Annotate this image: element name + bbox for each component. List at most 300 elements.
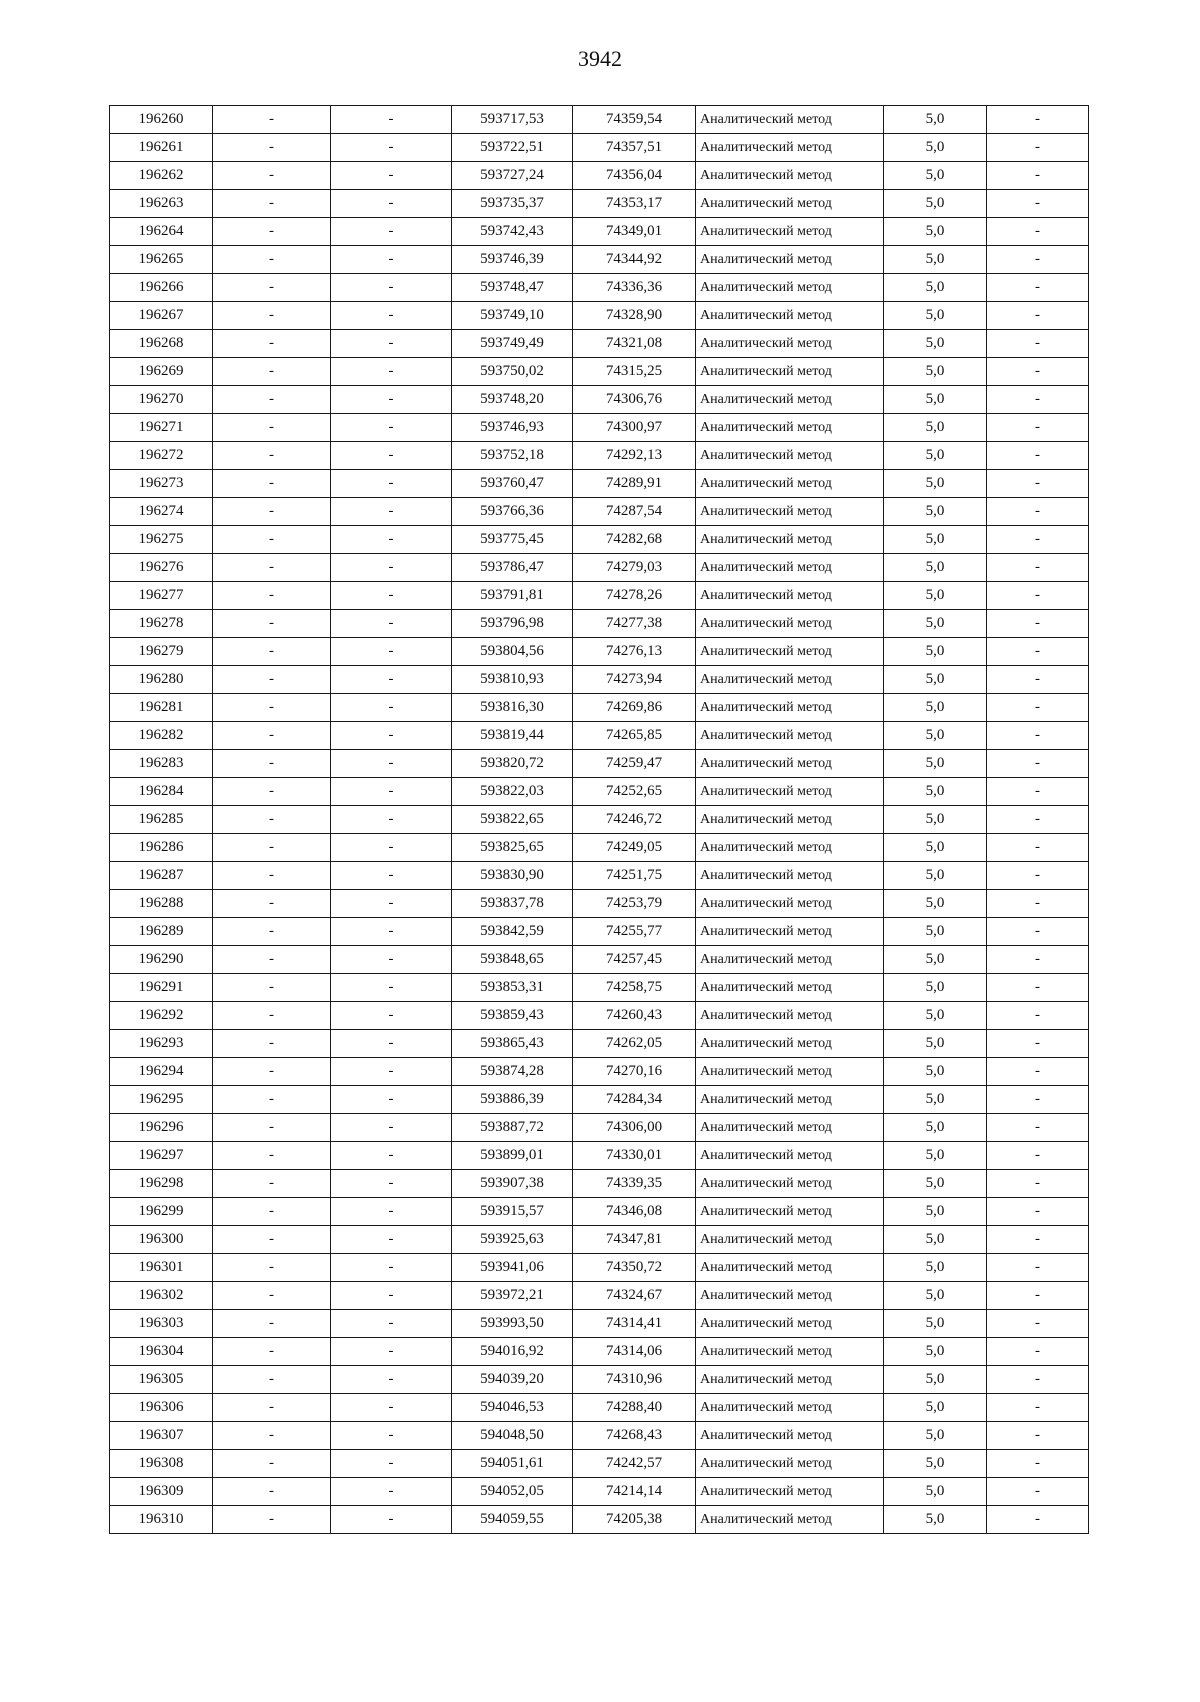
y-coordinate-cell: 74255,77 xyxy=(573,918,696,946)
y-coordinate-cell: 74260,43 xyxy=(573,1002,696,1030)
table-row xyxy=(110,246,1089,274)
accuracy-cell: 5,0 xyxy=(884,862,987,890)
method-cell: Аналитический метод xyxy=(696,918,884,946)
x-coordinate-cell: 593887,72 xyxy=(452,1114,573,1142)
method-cell: Аналитический метод xyxy=(696,414,884,442)
dash-cell-2: - xyxy=(331,974,452,1002)
table-row xyxy=(110,162,1089,190)
y-coordinate-cell: 74265,85 xyxy=(573,722,696,750)
method-cell: Аналитический метод xyxy=(696,190,884,218)
dash-cell-1: - xyxy=(213,358,331,386)
dash-cell-1: - xyxy=(213,1282,331,1310)
x-coordinate-cell: 593748,20 xyxy=(452,386,573,414)
point-number-cell: 196274 xyxy=(110,498,213,526)
dash-cell-2: - xyxy=(331,554,452,582)
y-coordinate-cell: 74278,26 xyxy=(573,582,696,610)
y-coordinate-cell: 74276,13 xyxy=(573,638,696,666)
table-row xyxy=(110,862,1089,890)
dash-cell-1: - xyxy=(213,918,331,946)
dash-cell-1: - xyxy=(213,582,331,610)
accuracy-cell: 5,0 xyxy=(884,1506,987,1534)
x-coordinate-cell: 593760,47 xyxy=(452,470,573,498)
dash-cell-3: - xyxy=(987,246,1089,274)
dash-cell-1: - xyxy=(213,1170,331,1198)
dash-cell-2: - xyxy=(331,1058,452,1086)
x-coordinate-cell: 593791,81 xyxy=(452,582,573,610)
accuracy-cell: 5,0 xyxy=(884,246,987,274)
point-number-cell: 196299 xyxy=(110,1198,213,1226)
point-number-cell: 196273 xyxy=(110,470,213,498)
dash-cell-1: - xyxy=(213,1422,331,1450)
table-row xyxy=(110,610,1089,638)
x-coordinate-cell: 594052,05 xyxy=(452,1478,573,1506)
table-row xyxy=(110,1394,1089,1422)
dash-cell-2: - xyxy=(331,610,452,638)
accuracy-cell: 5,0 xyxy=(884,554,987,582)
y-coordinate-cell: 74336,36 xyxy=(573,274,696,302)
dash-cell-3: - xyxy=(987,134,1089,162)
point-number-cell: 196261 xyxy=(110,134,213,162)
dash-cell-2: - xyxy=(331,1338,452,1366)
dash-cell-1: - xyxy=(213,218,331,246)
y-coordinate-cell: 74259,47 xyxy=(573,750,696,778)
x-coordinate-cell: 594048,50 xyxy=(452,1422,573,1450)
method-cell: Аналитический метод xyxy=(696,1506,884,1534)
dash-cell-3: - xyxy=(987,1394,1089,1422)
method-cell: Аналитический метод xyxy=(696,1030,884,1058)
y-coordinate-cell: 74344,92 xyxy=(573,246,696,274)
x-coordinate-cell: 593804,56 xyxy=(452,638,573,666)
dash-cell-2: - xyxy=(331,862,452,890)
table-row xyxy=(110,750,1089,778)
x-coordinate-cell: 593874,28 xyxy=(452,1058,573,1086)
dash-cell-1: - xyxy=(213,554,331,582)
x-coordinate-cell: 593786,47 xyxy=(452,554,573,582)
dash-cell-2: - xyxy=(331,442,452,470)
y-coordinate-cell: 74287,54 xyxy=(573,498,696,526)
y-coordinate-cell: 74292,13 xyxy=(573,442,696,470)
dash-cell-2: - xyxy=(331,1114,452,1142)
y-coordinate-cell: 74300,97 xyxy=(573,414,696,442)
dash-cell-1: - xyxy=(213,638,331,666)
method-cell: Аналитический метод xyxy=(696,1450,884,1478)
point-number-cell: 196262 xyxy=(110,162,213,190)
method-cell: Аналитический метод xyxy=(696,106,884,134)
dash-cell-2: - xyxy=(331,1170,452,1198)
x-coordinate-cell: 593925,63 xyxy=(452,1226,573,1254)
x-coordinate-cell: 593886,39 xyxy=(452,1086,573,1114)
accuracy-cell: 5,0 xyxy=(884,806,987,834)
table-row xyxy=(110,722,1089,750)
dash-cell-2: - xyxy=(331,386,452,414)
point-number-cell: 196294 xyxy=(110,1058,213,1086)
y-coordinate-cell: 74310,96 xyxy=(573,1366,696,1394)
method-cell: Аналитический метод xyxy=(696,582,884,610)
point-number-cell: 196265 xyxy=(110,246,213,274)
dash-cell-3: - xyxy=(987,694,1089,722)
accuracy-cell: 5,0 xyxy=(884,218,987,246)
y-coordinate-cell: 74349,01 xyxy=(573,218,696,246)
point-number-cell: 196275 xyxy=(110,526,213,554)
method-cell: Аналитический метод xyxy=(696,330,884,358)
y-coordinate-cell: 74359,54 xyxy=(573,106,696,134)
point-number-cell: 196304 xyxy=(110,1338,213,1366)
dash-cell-1: - xyxy=(213,694,331,722)
x-coordinate-cell: 593750,02 xyxy=(452,358,573,386)
method-cell: Аналитический метод xyxy=(696,722,884,750)
dash-cell-2: - xyxy=(331,1086,452,1114)
y-coordinate-cell: 74356,04 xyxy=(573,162,696,190)
x-coordinate-cell: 593993,50 xyxy=(452,1310,573,1338)
x-coordinate-cell: 593766,36 xyxy=(452,498,573,526)
table-row xyxy=(110,1114,1089,1142)
table-row xyxy=(110,1478,1089,1506)
accuracy-cell: 5,0 xyxy=(884,946,987,974)
y-coordinate-cell: 74324,67 xyxy=(573,1282,696,1310)
y-coordinate-cell: 74214,14 xyxy=(573,1478,696,1506)
y-coordinate-cell: 74314,41 xyxy=(573,1310,696,1338)
dash-cell-2: - xyxy=(331,526,452,554)
table-row xyxy=(110,918,1089,946)
table-row xyxy=(110,134,1089,162)
method-cell: Аналитический метод xyxy=(696,666,884,694)
dash-cell-3: - xyxy=(987,1478,1089,1506)
dash-cell-1: - xyxy=(213,974,331,1002)
point-number-cell: 196264 xyxy=(110,218,213,246)
method-cell: Аналитический метод xyxy=(696,358,884,386)
accuracy-cell: 5,0 xyxy=(884,1394,987,1422)
y-coordinate-cell: 74282,68 xyxy=(573,526,696,554)
dash-cell-3: - xyxy=(987,1254,1089,1282)
x-coordinate-cell: 593722,51 xyxy=(452,134,573,162)
x-coordinate-cell: 594059,55 xyxy=(452,1506,573,1534)
dash-cell-2: - xyxy=(331,162,452,190)
dash-cell-1: - xyxy=(213,302,331,330)
y-coordinate-cell: 74270,16 xyxy=(573,1058,696,1086)
x-coordinate-cell: 593830,90 xyxy=(452,862,573,890)
method-cell: Аналитический метод xyxy=(696,890,884,918)
point-number-cell: 196288 xyxy=(110,890,213,918)
dash-cell-2: - xyxy=(331,1142,452,1170)
table-row xyxy=(110,330,1089,358)
table-row xyxy=(110,1030,1089,1058)
dash-cell-1: - xyxy=(213,470,331,498)
dash-cell-3: - xyxy=(987,330,1089,358)
x-coordinate-cell: 593822,65 xyxy=(452,806,573,834)
y-coordinate-cell: 74258,75 xyxy=(573,974,696,1002)
dash-cell-3: - xyxy=(987,974,1089,1002)
method-cell: Аналитический метод xyxy=(696,862,884,890)
table-row xyxy=(110,1450,1089,1478)
dash-cell-3: - xyxy=(987,1198,1089,1226)
point-number-cell: 196303 xyxy=(110,1310,213,1338)
y-coordinate-cell: 74339,35 xyxy=(573,1170,696,1198)
dash-cell-3: - xyxy=(987,778,1089,806)
point-number-cell: 196269 xyxy=(110,358,213,386)
table-row xyxy=(110,1198,1089,1226)
table-row xyxy=(110,1086,1089,1114)
y-coordinate-cell: 74257,45 xyxy=(573,946,696,974)
point-number-cell: 196309 xyxy=(110,1478,213,1506)
table-row xyxy=(110,274,1089,302)
method-cell: Аналитический метод xyxy=(696,778,884,806)
x-coordinate-cell: 593775,45 xyxy=(452,526,573,554)
table-row xyxy=(110,834,1089,862)
dash-cell-1: - xyxy=(213,1310,331,1338)
table-row xyxy=(110,666,1089,694)
table-row xyxy=(110,1310,1089,1338)
method-cell: Аналитический метод xyxy=(696,526,884,554)
y-coordinate-cell: 74262,05 xyxy=(573,1030,696,1058)
dash-cell-1: - xyxy=(213,834,331,862)
dash-cell-1: - xyxy=(213,1338,331,1366)
accuracy-cell: 5,0 xyxy=(884,666,987,694)
dash-cell-3: - xyxy=(987,1058,1089,1086)
point-number-cell: 196290 xyxy=(110,946,213,974)
dash-cell-2: - xyxy=(331,246,452,274)
dash-cell-2: - xyxy=(331,666,452,694)
method-cell: Аналитический метод xyxy=(696,162,884,190)
dash-cell-2: - xyxy=(331,414,452,442)
dash-cell-2: - xyxy=(331,1282,452,1310)
point-number-cell: 196291 xyxy=(110,974,213,1002)
dash-cell-3: - xyxy=(987,1142,1089,1170)
table-row xyxy=(110,106,1089,134)
x-coordinate-cell: 593717,53 xyxy=(452,106,573,134)
coordinates-table-body xyxy=(110,106,1089,1534)
dash-cell-3: - xyxy=(987,470,1089,498)
dash-cell-3: - xyxy=(987,358,1089,386)
dash-cell-3: - xyxy=(987,666,1089,694)
point-number-cell: 196293 xyxy=(110,1030,213,1058)
dash-cell-1: - xyxy=(213,386,331,414)
point-number-cell: 196277 xyxy=(110,582,213,610)
y-coordinate-cell: 74277,38 xyxy=(573,610,696,638)
dash-cell-1: - xyxy=(213,1002,331,1030)
point-number-cell: 196285 xyxy=(110,806,213,834)
dash-cell-1: - xyxy=(213,1114,331,1142)
dash-cell-3: - xyxy=(987,610,1089,638)
accuracy-cell: 5,0 xyxy=(884,526,987,554)
point-number-cell: 196297 xyxy=(110,1142,213,1170)
dash-cell-1: - xyxy=(213,414,331,442)
point-number-cell: 196300 xyxy=(110,1226,213,1254)
method-cell: Аналитический метод xyxy=(696,750,884,778)
dash-cell-2: - xyxy=(331,106,452,134)
table-row xyxy=(110,218,1089,246)
accuracy-cell: 5,0 xyxy=(884,694,987,722)
dash-cell-2: - xyxy=(331,890,452,918)
x-coordinate-cell: 593859,43 xyxy=(452,1002,573,1030)
table-row xyxy=(110,470,1089,498)
y-coordinate-cell: 74284,34 xyxy=(573,1086,696,1114)
point-number-cell: 196286 xyxy=(110,834,213,862)
table-row xyxy=(110,414,1089,442)
dash-cell-2: - xyxy=(331,918,452,946)
y-coordinate-cell: 74205,38 xyxy=(573,1506,696,1534)
method-cell: Аналитический метод xyxy=(696,1058,884,1086)
dash-cell-1: - xyxy=(213,1086,331,1114)
point-number-cell: 196289 xyxy=(110,918,213,946)
method-cell: Аналитический метод xyxy=(696,610,884,638)
accuracy-cell: 5,0 xyxy=(884,1310,987,1338)
accuracy-cell: 5,0 xyxy=(884,918,987,946)
dash-cell-3: - xyxy=(987,1226,1089,1254)
point-number-cell: 196271 xyxy=(110,414,213,442)
x-coordinate-cell: 593742,43 xyxy=(452,218,573,246)
table-row xyxy=(110,974,1089,1002)
method-cell: Аналитический метод xyxy=(696,1170,884,1198)
method-cell: Аналитический метод xyxy=(696,1086,884,1114)
dash-cell-1: - xyxy=(213,890,331,918)
dash-cell-1: - xyxy=(213,1030,331,1058)
accuracy-cell: 5,0 xyxy=(884,722,987,750)
method-cell: Аналитический метод xyxy=(696,1226,884,1254)
dash-cell-2: - xyxy=(331,190,452,218)
point-number-cell: 196298 xyxy=(110,1170,213,1198)
dash-cell-1: - xyxy=(213,162,331,190)
x-coordinate-cell: 594039,20 xyxy=(452,1366,573,1394)
dash-cell-3: - xyxy=(987,862,1089,890)
x-coordinate-cell: 593972,21 xyxy=(452,1282,573,1310)
method-cell: Аналитический метод xyxy=(696,218,884,246)
dash-cell-2: - xyxy=(331,638,452,666)
dash-cell-1: - xyxy=(213,1450,331,1478)
dash-cell-3: - xyxy=(987,274,1089,302)
point-number-cell: 196270 xyxy=(110,386,213,414)
accuracy-cell: 5,0 xyxy=(884,1030,987,1058)
y-coordinate-cell: 74321,08 xyxy=(573,330,696,358)
dash-cell-3: - xyxy=(987,750,1089,778)
dash-cell-3: - xyxy=(987,106,1089,134)
y-coordinate-cell: 74246,72 xyxy=(573,806,696,834)
dash-cell-1: - xyxy=(213,722,331,750)
table-row xyxy=(110,638,1089,666)
method-cell: Аналитический метод xyxy=(696,1338,884,1366)
point-number-cell: 196279 xyxy=(110,638,213,666)
accuracy-cell: 5,0 xyxy=(884,1282,987,1310)
point-number-cell: 196267 xyxy=(110,302,213,330)
dash-cell-2: - xyxy=(331,722,452,750)
method-cell: Аналитический метод xyxy=(696,1142,884,1170)
accuracy-cell: 5,0 xyxy=(884,358,987,386)
dash-cell-3: - xyxy=(987,946,1089,974)
table-row xyxy=(110,358,1089,386)
accuracy-cell: 5,0 xyxy=(884,190,987,218)
accuracy-cell: 5,0 xyxy=(884,1170,987,1198)
dash-cell-2: - xyxy=(331,218,452,246)
point-number-cell: 196305 xyxy=(110,1366,213,1394)
dash-cell-3: - xyxy=(987,1422,1089,1450)
y-coordinate-cell: 74330,01 xyxy=(573,1142,696,1170)
table-row xyxy=(110,190,1089,218)
method-cell: Аналитический метод xyxy=(696,1254,884,1282)
dash-cell-2: - xyxy=(331,1478,452,1506)
accuracy-cell: 5,0 xyxy=(884,1142,987,1170)
dash-cell-3: - xyxy=(987,1030,1089,1058)
dash-cell-2: - xyxy=(331,1030,452,1058)
point-number-cell: 196276 xyxy=(110,554,213,582)
dash-cell-2: - xyxy=(331,274,452,302)
point-number-cell: 196295 xyxy=(110,1086,213,1114)
point-number-cell: 196283 xyxy=(110,750,213,778)
x-coordinate-cell: 594016,92 xyxy=(452,1338,573,1366)
method-cell: Аналитический метод xyxy=(696,246,884,274)
y-coordinate-cell: 74249,05 xyxy=(573,834,696,862)
table-row xyxy=(110,498,1089,526)
dash-cell-1: - xyxy=(213,442,331,470)
method-cell: Аналитический метод xyxy=(696,302,884,330)
y-coordinate-cell: 74306,00 xyxy=(573,1114,696,1142)
table-row xyxy=(110,442,1089,470)
dash-cell-2: - xyxy=(331,946,452,974)
dash-cell-1: - xyxy=(213,1394,331,1422)
method-cell: Аналитический метод xyxy=(696,498,884,526)
y-coordinate-cell: 74279,03 xyxy=(573,554,696,582)
method-cell: Аналитический метод xyxy=(696,274,884,302)
dash-cell-2: - xyxy=(331,1422,452,1450)
method-cell: Аналитический метод xyxy=(696,134,884,162)
accuracy-cell: 5,0 xyxy=(884,442,987,470)
dash-cell-1: - xyxy=(213,330,331,358)
x-coordinate-cell: 593837,78 xyxy=(452,890,573,918)
point-number-cell: 196307 xyxy=(110,1422,213,1450)
x-coordinate-cell: 593752,18 xyxy=(452,442,573,470)
point-number-cell: 196310 xyxy=(110,1506,213,1534)
accuracy-cell: 5,0 xyxy=(884,1226,987,1254)
dash-cell-1: - xyxy=(213,1506,331,1534)
dash-cell-3: - xyxy=(987,1170,1089,1198)
dash-cell-2: - xyxy=(331,498,452,526)
dash-cell-3: - xyxy=(987,1282,1089,1310)
point-number-cell: 196282 xyxy=(110,722,213,750)
y-coordinate-cell: 74315,25 xyxy=(573,358,696,386)
y-coordinate-cell: 74252,65 xyxy=(573,778,696,806)
dash-cell-2: - xyxy=(331,778,452,806)
method-cell: Аналитический метод xyxy=(696,470,884,498)
accuracy-cell: 5,0 xyxy=(884,638,987,666)
dash-cell-2: - xyxy=(331,330,452,358)
table-row xyxy=(110,1422,1089,1450)
dash-cell-3: - xyxy=(987,834,1089,862)
x-coordinate-cell: 593848,65 xyxy=(452,946,573,974)
dash-cell-2: - xyxy=(331,1394,452,1422)
dash-cell-3: - xyxy=(987,554,1089,582)
table-row xyxy=(110,1142,1089,1170)
dash-cell-2: - xyxy=(331,834,452,862)
dash-cell-2: - xyxy=(331,1506,452,1534)
dash-cell-2: - xyxy=(331,1310,452,1338)
point-number-cell: 196266 xyxy=(110,274,213,302)
method-cell: Аналитический метод xyxy=(696,1114,884,1142)
method-cell: Аналитический метод xyxy=(696,694,884,722)
point-number-cell: 196268 xyxy=(110,330,213,358)
x-coordinate-cell: 593749,10 xyxy=(452,302,573,330)
accuracy-cell: 5,0 xyxy=(884,274,987,302)
dash-cell-2: - xyxy=(331,302,452,330)
x-coordinate-cell: 593727,24 xyxy=(452,162,573,190)
y-coordinate-cell: 74314,06 xyxy=(573,1338,696,1366)
y-coordinate-cell: 74242,57 xyxy=(573,1450,696,1478)
y-coordinate-cell: 74347,81 xyxy=(573,1226,696,1254)
dash-cell-2: - xyxy=(331,582,452,610)
table-row xyxy=(110,526,1089,554)
y-coordinate-cell: 74288,40 xyxy=(573,1394,696,1422)
table-row xyxy=(110,1170,1089,1198)
x-coordinate-cell: 593822,03 xyxy=(452,778,573,806)
x-coordinate-cell: 593748,47 xyxy=(452,274,573,302)
point-number-cell: 196306 xyxy=(110,1394,213,1422)
